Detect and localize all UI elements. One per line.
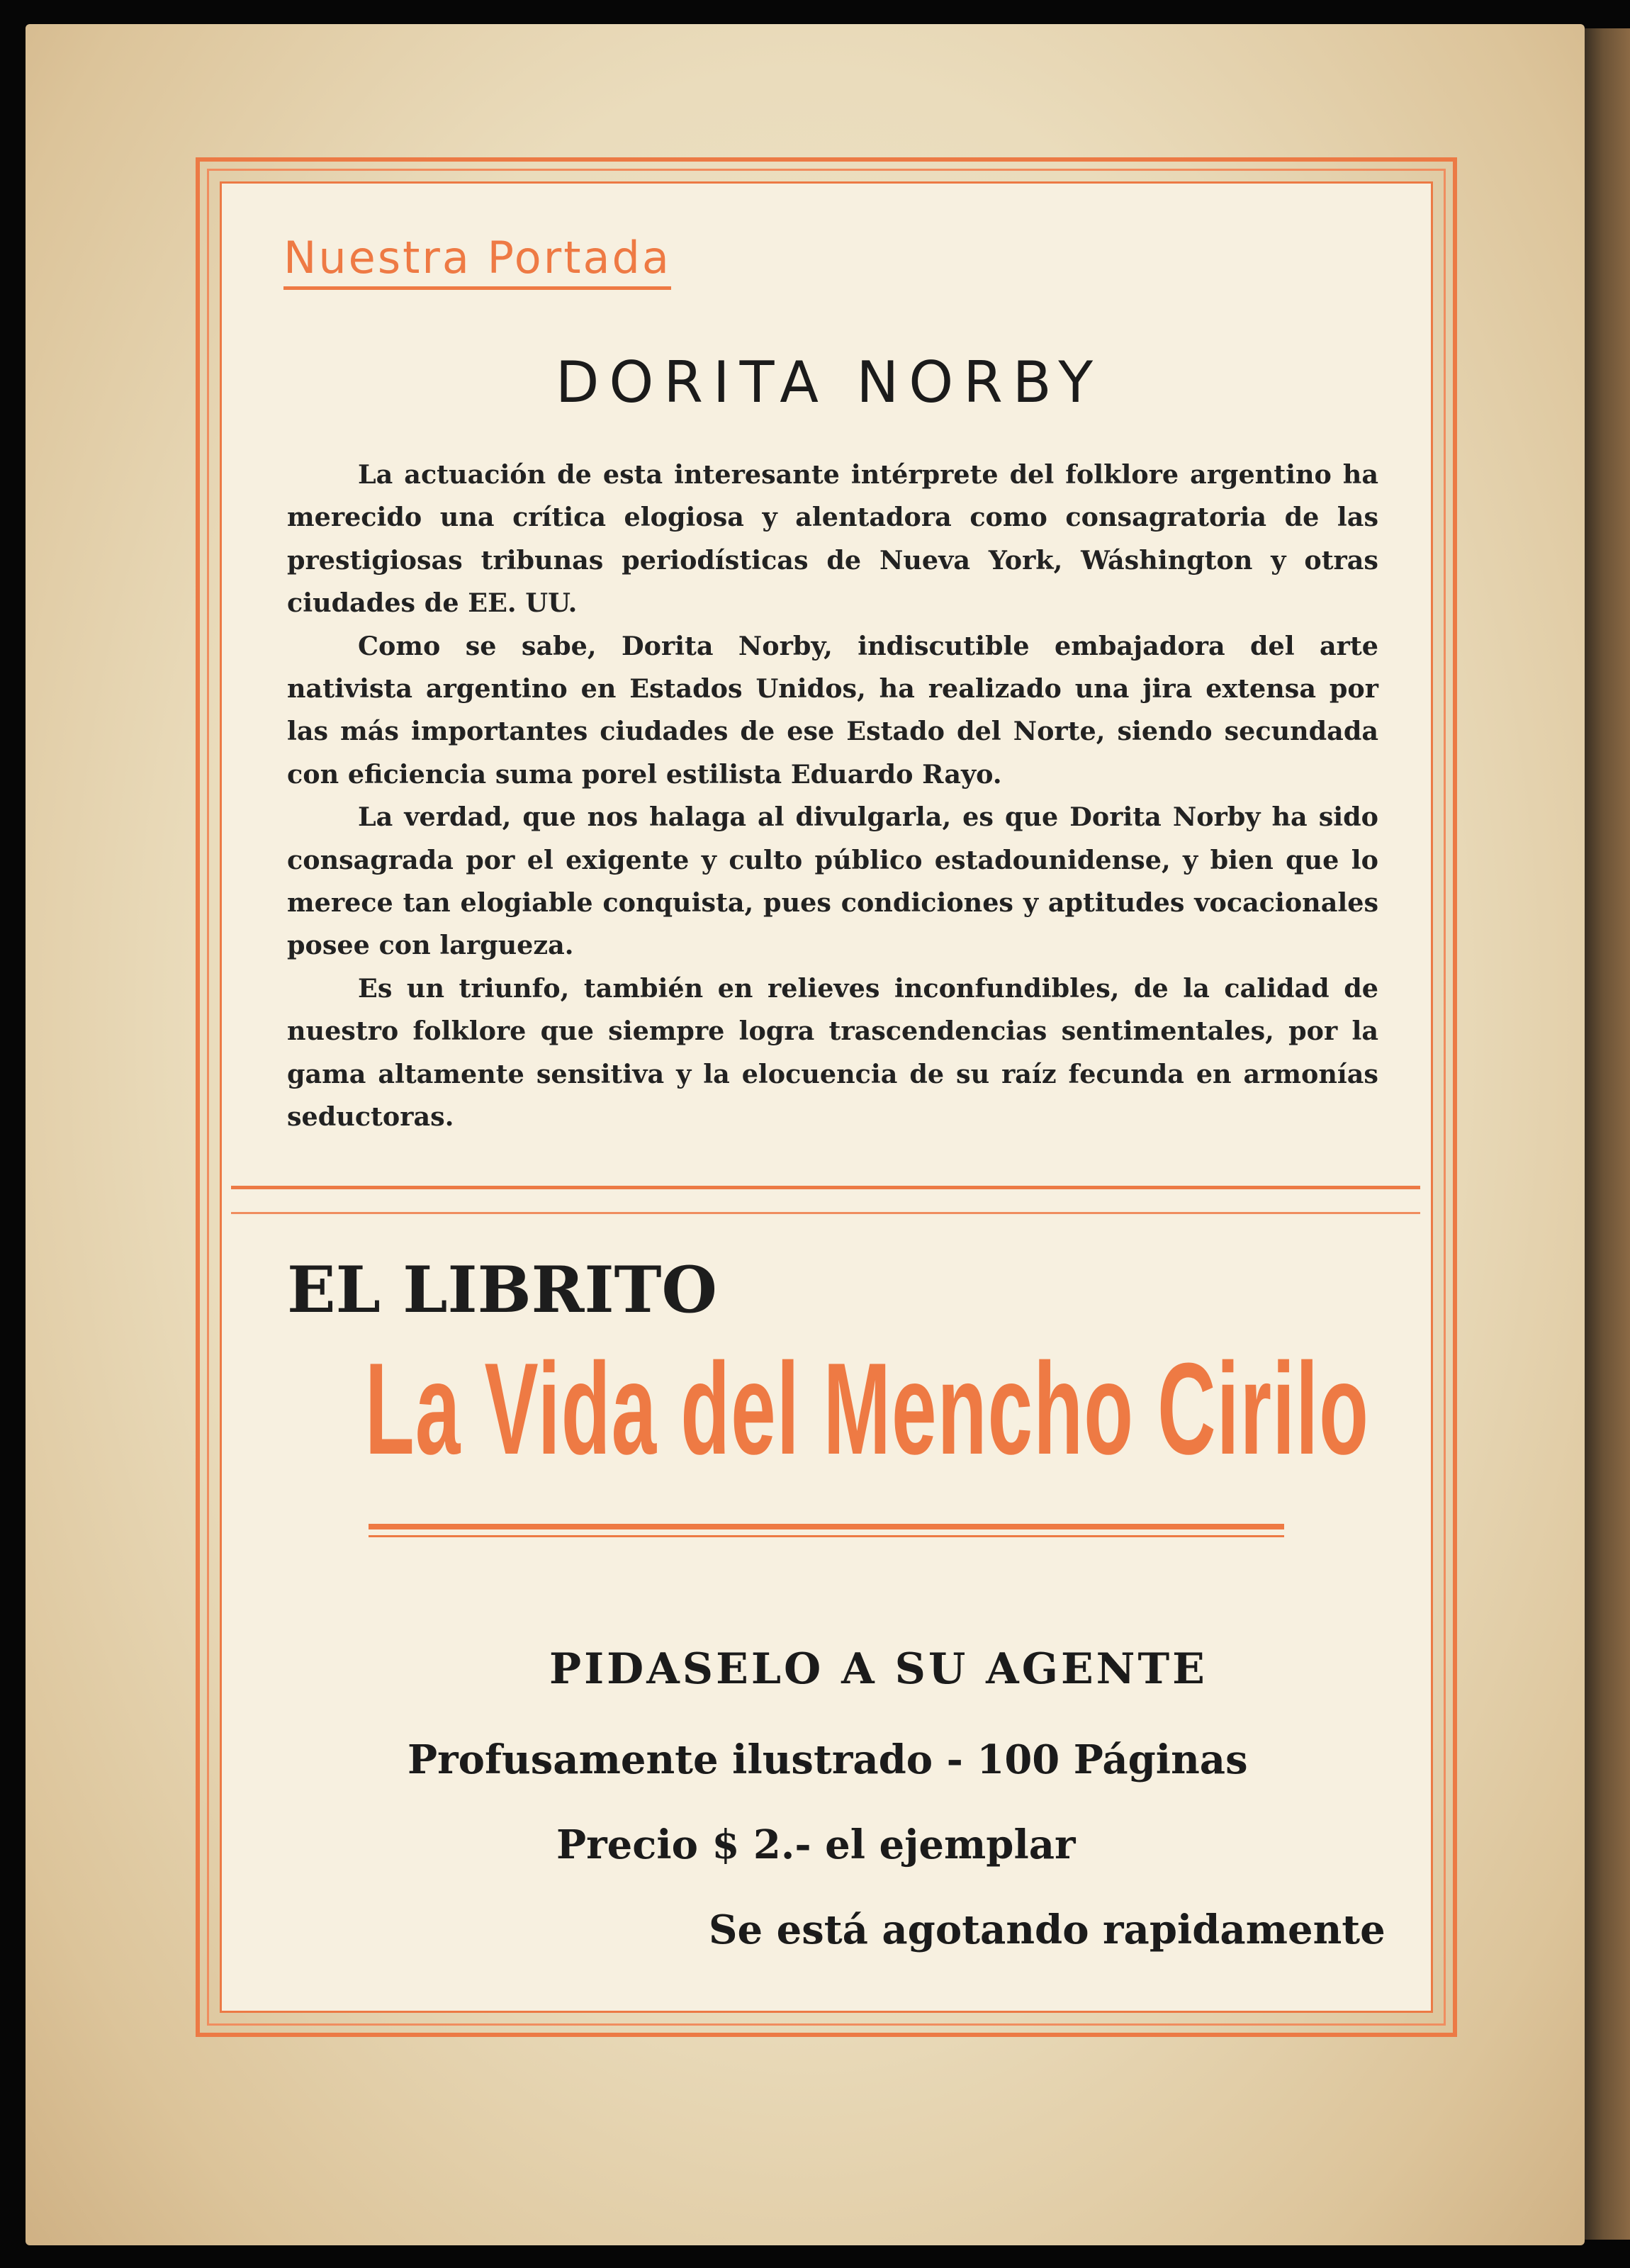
advert-call-to-action: PIDASELO A SU AGENTE — [549, 1644, 1208, 1694]
article-title: DORITA NORBY — [555, 349, 1103, 415]
next-page-edge — [1585, 28, 1630, 2240]
book-title-underline — [369, 1524, 1284, 1529]
book-title — [365, 1335, 1370, 1481]
article-paragraph: La verdad, que nos halaga al divulgarla, es que Dorita Norby ha sido consagrada por el exigente y culto público estadounidense, y bien que lo merece tan elogiable conquista, pues condiciones y aptitudes vocacionales posee con largueza. — [287, 802, 1378, 961]
book-title-text: La Vida del Mencho Cirilo — [365, 1335, 1370, 1481]
advert-stock-note: Se está agotando rapidamente — [709, 1907, 1386, 1953]
article-paragraph: Es un triunfo, también en relieves inconfundibles, de la calidad de nuestro folklore que siempre logra trascendencias sentimentales, por la gama altamente sensitiva y la elocuencia de su raíz fecunda en armonías seductoras. — [287, 972, 1378, 1133]
advert-details: Profusamente ilustrado - 100 Páginas — [408, 1736, 1248, 1783]
article-paragraph: Como se sabe, Dorita Norby, indiscutible embajadora del arte nativista argentino en Estados Unidos, ha realizado una jira extensa por las más importantes ciudades de ese Estado del Norte, siendo secundada con eficiencia suma porel estilista Eduardo Rayo. — [287, 630, 1378, 790]
book-title-underline-thin — [369, 1535, 1284, 1537]
article-body — [287, 454, 1378, 1139]
article-paragraph: La actuación de esta interesante intérprete del folklore argentino ha merecido una crítica elogiosa y alentadora como consagratoria de las prestigiosas tribunas periodísticas de Nueva York, Wáshington y otras ciudades de EE. UU. — [287, 459, 1378, 619]
section-divider-thin — [231, 1212, 1420, 1214]
section-label: Nuestra Portada — [283, 234, 671, 290]
advert-heading: EL LIBRITO — [287, 1252, 717, 1327]
advert-price: Precio $ 2.- el ejemplar — [556, 1821, 1076, 1868]
section-divider — [231, 1186, 1420, 1189]
